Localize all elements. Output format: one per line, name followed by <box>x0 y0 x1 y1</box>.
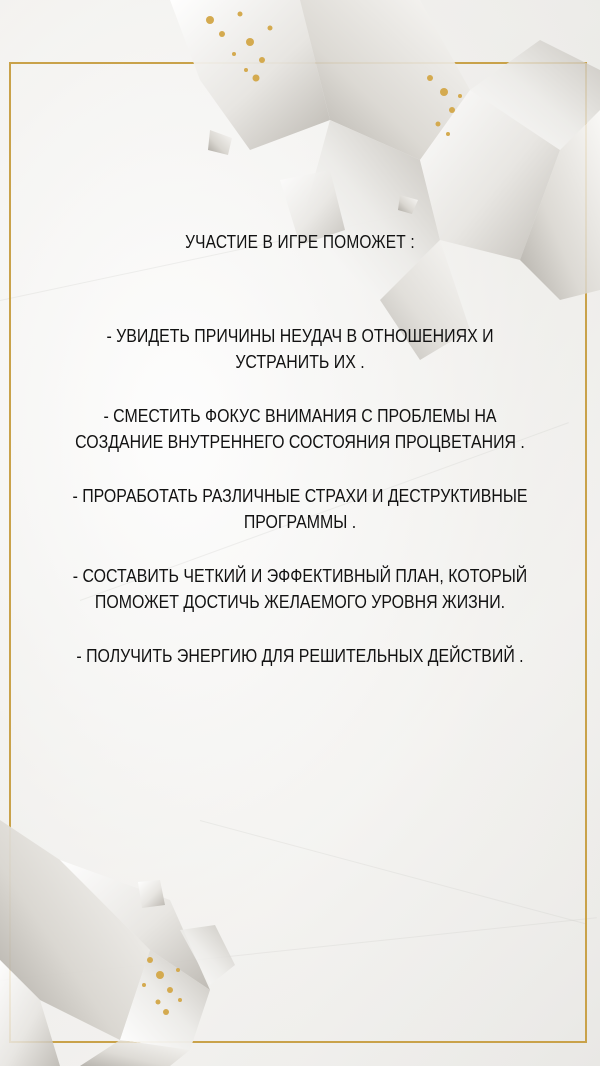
crystal-cluster-bottom-left <box>0 820 235 1066</box>
list-item: - СМЕСТИТЬ ФОКУС ВНИМАНИЯ С ПРОБЛЕМЫ НА СОЗДАНИЕ ВНУТРЕННЕГО СОСТОЯНИЯ ПРОЦВЕТАНИЯ . <box>75 405 525 452</box>
list-item: - СОСТАВИТЬ ЧЕТКИЙ И ЭФФЕКТИВНЫЙ ПЛАН, КОТОРЫЙ ПОМОЖЕТ ДОСТИЧЬ ЖЕЛАЕМОГО УРОВНЯ ЖИЗНИ. <box>72 565 528 612</box>
card-content <box>30 232 570 697</box>
list-item: - УВИДЕТЬ ПРИЧИНЫ НЕУДАЧ В ОТНОШЕНИЯХ И УСТРАНИТЬ ИХ . <box>106 325 494 372</box>
card-title: УЧАСТИЕ В ИГРЕ ПОМОЖЕТ : <box>185 232 415 252</box>
list-item: - ПОЛУЧИТЬ ЭНЕРГИЮ ДЛЯ РЕШИТЕЛЬНЫХ ДЕЙСТВИЙ . <box>76 645 524 666</box>
list-item: - ПРОРАБОТАТЬ РАЗЛИЧНЫЕ СТРАХИ И ДЕСТРУКТИВНЫЕ ПРОГРАММЫ . <box>72 485 528 532</box>
